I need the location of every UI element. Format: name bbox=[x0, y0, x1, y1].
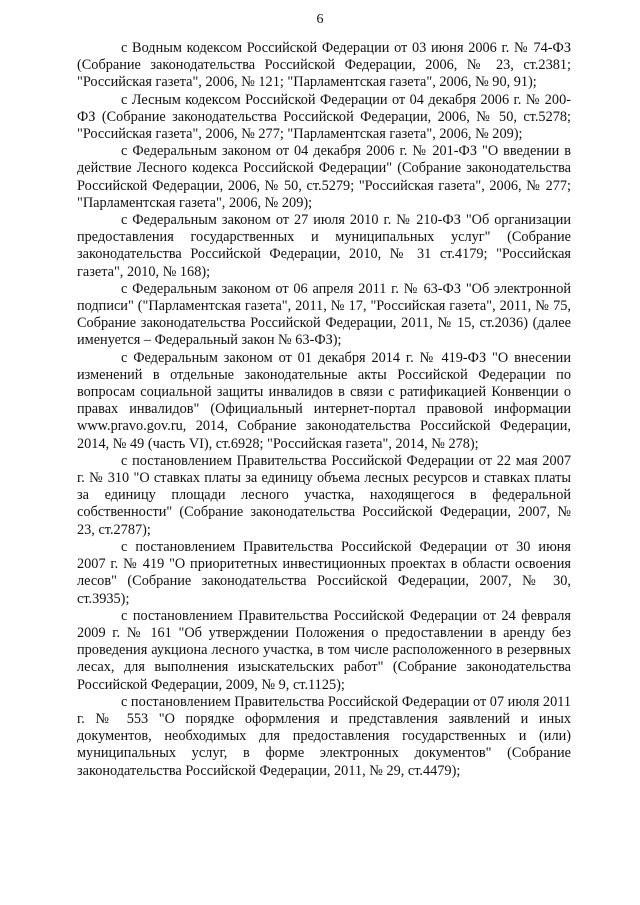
paragraph-resolution-419: с постановлением Правительства Российской Федерации от 30 июня 2007 г. № 419 "О приоритетных инвестиционных проектах в области освоения лесов" (Собрание законодательства Российской Федерации, 2007, № 30, ст.3935); bbox=[77, 538, 571, 607]
paragraph-law-63-fz: с Федеральным законом от 06 апреля 2011 г. № 63-ФЗ "Об электронной подписи" ("Парламентская газета", 2011, № 17, "Российская газета", 2011, № 75, Собрание законодательства Российской Федерации, 2011, № 15, ст.2036) (далее именуется – Федеральный закон № 63-ФЗ); bbox=[77, 280, 571, 349]
page-number: 6 bbox=[316, 12, 324, 27]
paragraph-forest-code: с Лесным кодексом Российской Федерации от 04 декабря 2006 г. № 200-ФЗ (Собрание законодательства Российской Федерации, 2006, № 50, ст.5278; "Российская газета", 2006, № 277; "Парламентская газета", 2006, № 209); bbox=[77, 91, 571, 143]
paragraph-resolution-310: с постановлением Правительства Российской Федерации от 22 мая 2007 г. № 310 "О ставках платы за единицу объема лесных ресурсов и ставках платы за единицу площади лесного участка, находящегося в федеральной собственности" (Собрание законодательства Российской Федерации, 2007, № 23, ст.2787); bbox=[77, 452, 571, 538]
paragraph-water-code: с Водным кодексом Российской Федерации от 03 июня 2006 г. № 74-ФЗ (Собрание законодательства Российской Федерации, 2006, № 23, ст.2381; "Российская газета", 2006, № 121; "Парламентская газета", 2006, № 90, 91); bbox=[77, 40, 571, 91]
page-content bbox=[77, 40, 571, 780]
paragraph-law-210-fz: с Федеральным законом от 27 июля 2010 г. № 210-ФЗ "Об организации предоставления государственных и муниципальных услуг" (Собрание законодательства Российской Федерации, 2010, № 31 ст.4179; "Российская газета", 2010, № 168); bbox=[77, 212, 571, 280]
paragraph-resolution-553: с постановлением Правительства Российской Федерации от 07 июля 2011 г. № 553 "О порядке оформления и представления заявлений и иных документов, необходимых для предоставления государственных и (или) муниципальных услуг, в форме электронных документов" (Собрание законодательства Российской Федерации, 2011, № 29, ст.4479); bbox=[77, 693, 571, 779]
paragraph-resolution-161: с постановлением Правительства Российской Федерации от 24 февраля 2009 г. № 161 "Об утверждении Положения о предоставлении в аренду без проведения аукциона лесного участка, в том числе расположенного в резервных лесах, для выполнения изыскательских работ" (Собрание законодательства Российской Федерации, 2009, № 9, ст.1125); bbox=[77, 607, 571, 693]
paragraph-law-419-fz: с Федеральным законом от 01 декабря 2014 г. № 419-ФЗ "О внесении изменений в отдельные законодательные акты Российской Федерации по вопросам социальной защиты инвалидов в связи с ратификацией Конвенции о правах инвалидов" (Официальный интернет-портал правовой информации www.pravo.gov.ru, 2014, Собрание законодательства Российской Федерации, 2014, № 49 (часть VI), ст.6928; "Российская газета", 2014, № 278); bbox=[77, 349, 571, 452]
paragraph-law-201-fz: с Федеральным законом от 04 декабря 2006 г. № 201-ФЗ "О введении в действие Лесного кодекса Российской Федерации" (Собрание законодательства Российской Федерации, 2006, № 50, ст.5279; "Российская газета", 2006, № 277; "Парламентская газета", 2006, № 209); bbox=[77, 143, 571, 211]
